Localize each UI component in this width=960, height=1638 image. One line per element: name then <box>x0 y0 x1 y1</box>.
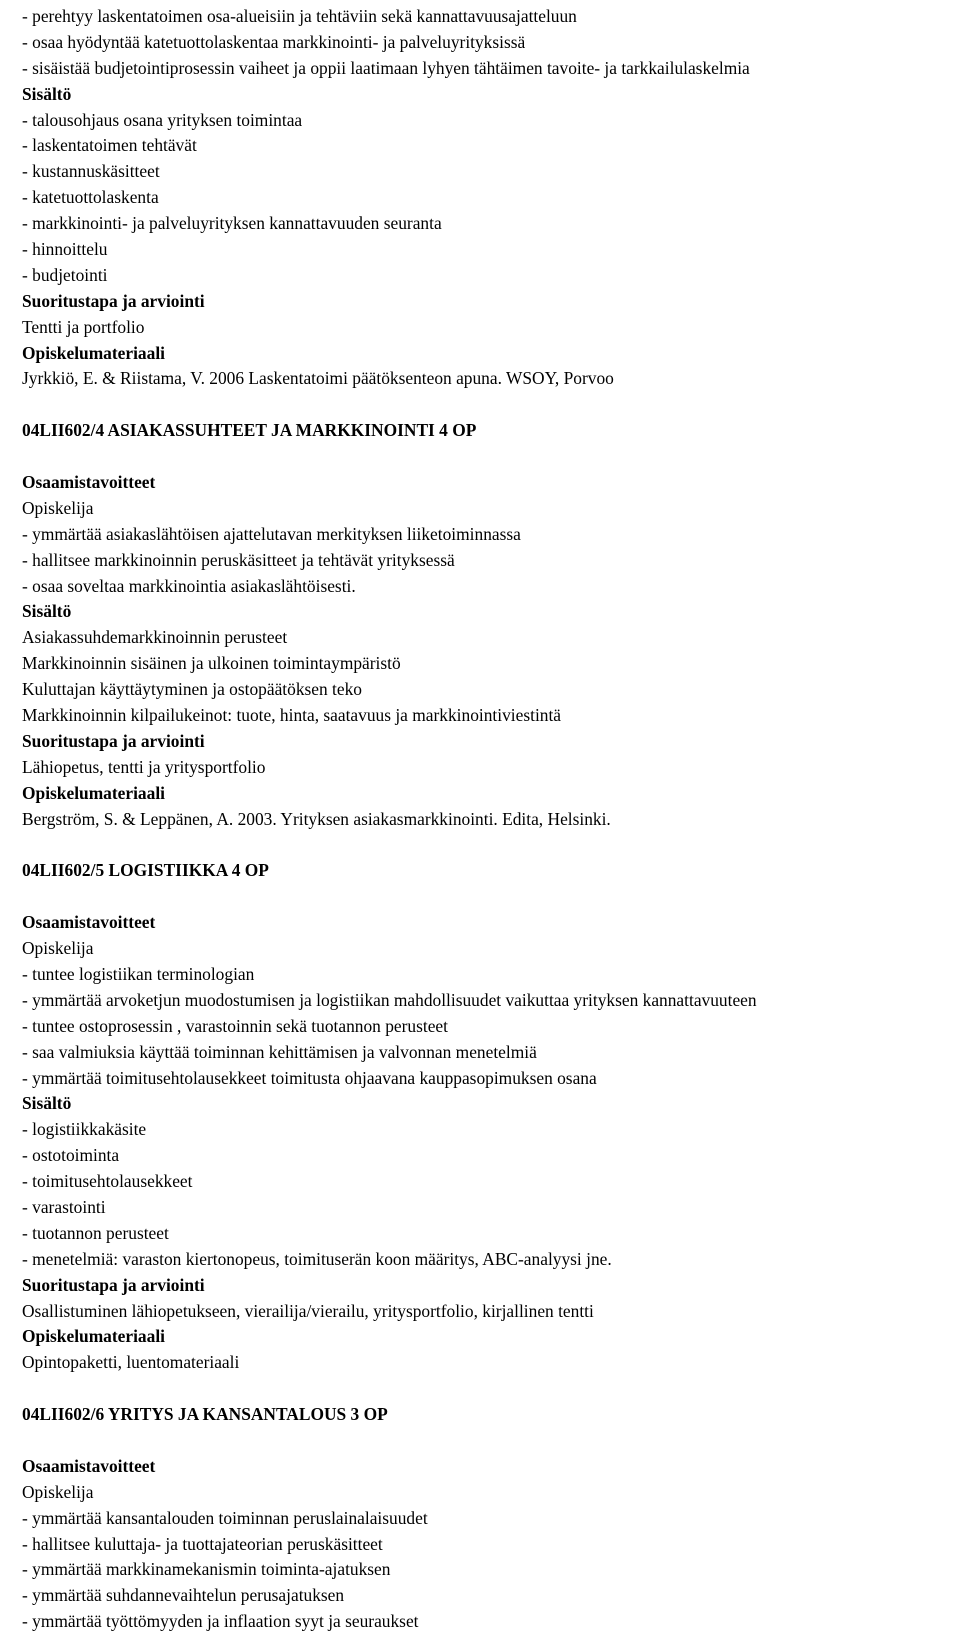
text-line: Lähiopetus, tentti ja yritysportfolio <box>22 756 266 777</box>
spacer <box>22 1428 960 1454</box>
spacer <box>22 1376 960 1402</box>
text-line: - ymmärtää työttömyyden ja inflaation syyt ja seuraukset <box>22 1611 419 1632</box>
text-line: Osallistuminen lähiopetukseen, vierailija/vierailu, yritysportfolio, kirjallinen tentti <box>22 1300 594 1321</box>
section-heading: Osaamistavoitteet <box>22 1455 156 1476</box>
text-line: Opiskelija <box>22 497 94 518</box>
text-line: - menetelmiä: varaston kiertonopeus, toimituserän koon määritys, ABC-analyysi jne. <box>22 1248 612 1269</box>
text-line: - tuntee ostoprosessin , varastoinnin sekä tuotannon perusteet <box>22 1015 448 1036</box>
text-line: - logistiikkakäsite <box>22 1119 147 1140</box>
text-line: Markkinoinnin kilpailukeinot: tuote, hinta, saatavuus ja markkinointiviestintä <box>22 705 562 726</box>
text-line: - budjetointi <box>22 264 108 285</box>
text-line: Opiskelija <box>22 1481 94 1502</box>
text-line: - ymmärtää kansantalouden toiminnan peruslainalaisuudet <box>22 1507 428 1528</box>
text-line: - ymmärtää toimitusehtolausekkeet toimitusta ohjaavana kauppasopimuksen osana <box>22 1067 597 1088</box>
section-heading: Opiskelumateriaali <box>22 782 165 803</box>
section-heading: Osaamistavoitteet <box>22 912 156 933</box>
text-line: - osaa soveltaa markkinointia asiakaslähtöisesti. <box>22 575 356 596</box>
text-line: - toimitusehtolausekkeet <box>22 1171 193 1192</box>
section-heading: Sisältö <box>22 601 72 622</box>
text-line: Asiakassuhdemarkkinoinnin perusteet <box>22 627 288 648</box>
text-line: - markkinointi- ja palveluyrityksen kannattavuuden seuranta <box>22 213 442 234</box>
section-heading: 04LII602/5 LOGISTIIKKA 4 OP <box>22 860 269 881</box>
spacer <box>22 392 960 418</box>
text-line: - perehtyy laskentatoimen osa-alueisiin ja tehtäviin sekä kannattavuusajatteluun <box>22 6 577 26</box>
text-line: - ymmärtää asiakaslähtöisen ajattelutavan merkityksen liiketoiminnassa <box>22 523 521 544</box>
section-heading: Suoritustapa ja arviointi <box>22 290 205 311</box>
text-line: - ymmärtää suhdannevaihtelun perusajatuksen <box>22 1585 345 1606</box>
text-line: Jyrkkiö, E. & Riistama, V. 2006 Laskentatoimi päätöksenteon apuna. WSOY, Porvoo <box>22 368 614 389</box>
text-line: Markkinoinnin sisäinen ja ulkoinen toimintaympäristö <box>22 653 401 674</box>
section-heading: Opiskelumateriaali <box>22 342 165 363</box>
text-line: - ymmärtää arvoketjun muodostumisen ja logistiikan mahdollisuudet vaikuttaa yrityksen kannattavuuteen <box>22 989 757 1010</box>
text-line: - tuotannon perusteet <box>22 1222 169 1243</box>
text-line: - ostotoiminta <box>22 1145 120 1166</box>
text-line: - katetuottolaskenta <box>22 187 159 208</box>
section-heading: Sisältö <box>22 1093 72 1114</box>
section-heading: Osaamistavoitteet <box>22 472 156 493</box>
text-line: - sisäistää budjetointiprosessin vaiheet ja oppii laatimaan lyhyen tähtäimen tavoite- ja tarkkailulaskelmia <box>22 57 750 78</box>
text-line: - varastointi <box>22 1196 106 1217</box>
text-line: Kuluttajan käyttäytyminen ja ostopäätöksen teko <box>22 679 363 700</box>
section-heading: 04LII602/4 ASIAKASSUHTEET JA MARKKINOINTI 4 OP <box>22 420 477 441</box>
text-line: - hinnoittelu <box>22 239 108 260</box>
text-line: - saa valmiuksia käyttää toiminnan kehittämisen ja valvonnan menetelmiä <box>22 1041 537 1062</box>
section-heading: Suoritustapa ja arviointi <box>22 730 205 751</box>
text-line: Opiskelija <box>22 938 94 959</box>
section-heading: Suoritustapa ja arviointi <box>22 1274 205 1295</box>
spacer <box>22 444 960 470</box>
text-line: Tentti ja portfolio <box>22 316 145 337</box>
section-heading: 04LII602/6 YRITYS JA KANSANTALOUS 3 OP <box>22 1404 388 1425</box>
text-line: - kustannuskäsitteet <box>22 161 160 182</box>
text-line: - osaa hyödyntää katetuottolaskentaa markkinointi- ja palveluyrityksissä <box>22 31 526 52</box>
text-line: Opintopaketti, luentomateriaali <box>22 1352 240 1373</box>
text-line: - tuntee logistiikan terminologian <box>22 963 255 984</box>
spacer <box>22 884 960 910</box>
text-line: - ymmärtää markkinamekanismin toiminta-ajatuksen <box>22 1559 391 1580</box>
section-heading: Opiskelumateriaali <box>22 1326 165 1347</box>
text-line: - laskentatoimen tehtävät <box>22 135 197 156</box>
text-line: - hallitsee kuluttaja- ja tuottajateorian peruskäsitteet <box>22 1533 383 1554</box>
text-line: - talousohjaus osana yrityksen toimintaa <box>22 109 303 130</box>
section-heading: Sisältö <box>22 83 72 104</box>
text-line: - hallitsee markkinoinnin peruskäsitteet ja tehtävät yrityksessä <box>22 549 455 570</box>
text-line: Bergström, S. & Leppänen, A. 2003. Yrityksen asiakasmarkkinointi. Edita, Helsinki. <box>22 808 611 829</box>
spacer <box>22 833 960 859</box>
